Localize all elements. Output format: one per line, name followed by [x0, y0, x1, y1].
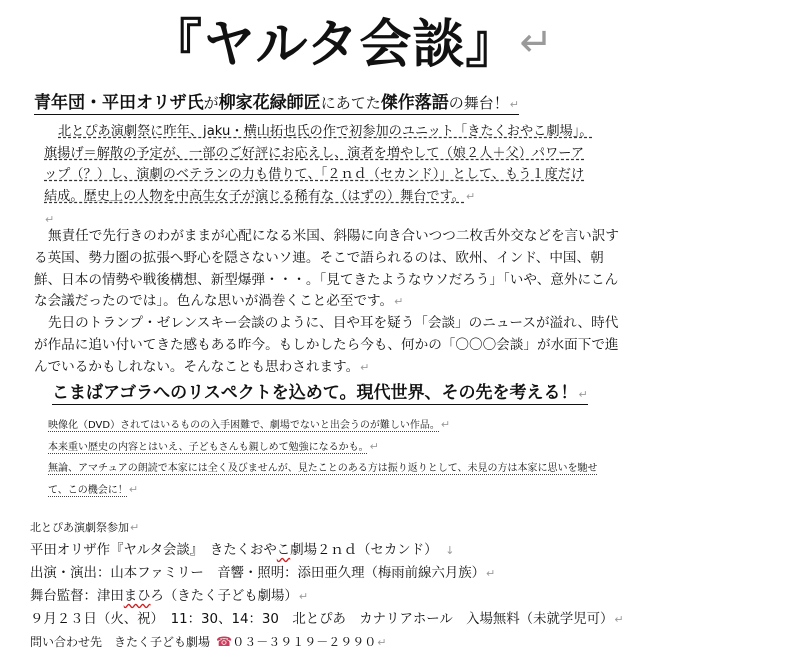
- down-arrow-icon: ↓: [445, 544, 455, 557]
- contact-label: 問い合わせ先 きたく子ども劇場: [30, 635, 211, 649]
- phone-icon: ☎: [216, 635, 233, 650]
- work-title-a: 平田オリザ作『ヤルタ会談』 きたくおや: [30, 543, 277, 558]
- body-line: 無責任で先行きのわがままが心配になる米国、斜陽に向き合いつつ二枚舌外交などを言い訳す: [48, 228, 619, 244]
- schedule: ９月２３日（火、祝） 11：30、14：30 北とぴあ カナリアホール 入場無料（未就学児可）: [30, 612, 614, 627]
- body-line: が作品に追い付いてきた感もある昨今。もしかしたら今も、何かの「〇〇〇会談」が水面下で進: [34, 336, 619, 353]
- body-line: る英国、勢力圏の拡張へ野心を隠さないソ連。そこで語られるのは、欧州、インド、中国、朝: [34, 249, 604, 266]
- body-paragraph: [34, 226, 634, 379]
- intro-line: 旗揚げ＝解散の予定が、一部のご好評にお応えし、演者を増やして（娘２人＋父）パワーア: [44, 145, 585, 161]
- sub-headline-text: こまばアゴラへのリスペクトを込めて。現代世界、その先を考える！: [52, 383, 578, 403]
- return-mark-icon: ↵: [614, 613, 624, 626]
- headline-part-3: 柳家花緑師匠: [218, 93, 321, 113]
- note-line: 本来重い歴史の内容とはいえ、子どもさんも親しめて勉強になるかも。: [48, 442, 369, 453]
- return-mark-icon: ↵: [128, 483, 139, 496]
- title-text: 『ヤルタ会談』: [150, 15, 519, 75]
- body-line: な会議だったのでは」。色んな思いが渦巻くこと必至です。: [34, 293, 394, 310]
- return-mark-icon: ↵: [465, 189, 476, 203]
- intro-line: 結成。歴史上の人物を中高生女子が演じる稀有な（はずの）舞台です。: [44, 188, 465, 204]
- headline: [34, 88, 519, 115]
- work-title-c: 劇場２ｎｄ（セカンド）: [290, 543, 431, 558]
- note-line: 映像化（DVD）されてはいるものの入手困難で、劇場でないと出会うのが難しい作品。: [48, 420, 440, 431]
- intro-line: 北とぴあ演劇祭に昨年、jaku・横山拓也氏の作で初参加のユニット「きたくおやこ劇場」。: [58, 124, 593, 139]
- festival-label: 北とぴあ演劇祭参加: [30, 521, 129, 534]
- notes-list: [48, 414, 648, 501]
- headline-part-5: 傑作落語: [380, 93, 449, 113]
- headline-part-1: 青年団・平田オリザ氏: [34, 93, 204, 113]
- return-mark-icon: ↵: [394, 295, 404, 309]
- return-mark-icon: ↵: [360, 360, 370, 374]
- work-title-b: こ: [276, 543, 291, 558]
- director-b: まひ: [123, 589, 151, 604]
- return-mark-icon: ↵: [519, 20, 554, 66]
- return-mark-icon: ↵: [298, 590, 309, 603]
- director-c: ろ（きたく子ども劇場）: [150, 589, 298, 604]
- body-line: 鮮、日本の情勢や戦後構想、新型爆弾・・・。「見てきたようなウソだろう」「いや、意外にこん: [34, 271, 619, 288]
- cast-credits: 出演・演出：山本ファミリー 音響・照明：添田亜久理（梅雨前線六月族）: [30, 566, 486, 581]
- director-a: 舞台監督：津田: [30, 589, 124, 604]
- intro-paragraph: [44, 121, 624, 207]
- return-mark-icon: ↵: [578, 388, 588, 401]
- phone-number: ０３－３９１９－２９９０: [232, 635, 377, 649]
- sub-headline: [52, 378, 588, 405]
- return-mark-icon: ↵: [130, 521, 140, 534]
- return-mark-icon: ↵: [486, 567, 496, 580]
- empty-paragraph: [44, 208, 54, 227]
- body-line: んでいるかもしれない。そんなことも思わされます。: [34, 358, 360, 375]
- note-line: て、この機会に！: [48, 485, 128, 496]
- headline-part-6: の舞台！: [448, 94, 509, 112]
- body-line: 先日のトランプ・ゼレンスキー会談のように、目や耳を疑う「会談」のニュースが溢れ、時代: [48, 315, 619, 332]
- event-info: [30, 516, 730, 654]
- document-title: [150, 2, 554, 77]
- return-mark-icon: ↵: [45, 213, 55, 226]
- headline-part-4: にあてた: [320, 94, 381, 112]
- return-mark-icon: ↵: [377, 636, 387, 649]
- return-mark-icon: ↵: [369, 440, 379, 453]
- return-mark-icon: ↵: [440, 418, 451, 431]
- note-line: 無論、アマチュアの朗読で本家には全く及びませんが、見たことのある方は振り返りとして、未見の方は本家に思いを馳せ: [48, 463, 598, 474]
- intro-line: ップ（？）し、演劇のベテランの力も借りて、「２ｎｄ（セカンド）」として、もう１度だけ: [44, 167, 585, 182]
- return-mark-icon: ↵: [509, 98, 519, 111]
- headline-part-2: が: [203, 94, 219, 112]
